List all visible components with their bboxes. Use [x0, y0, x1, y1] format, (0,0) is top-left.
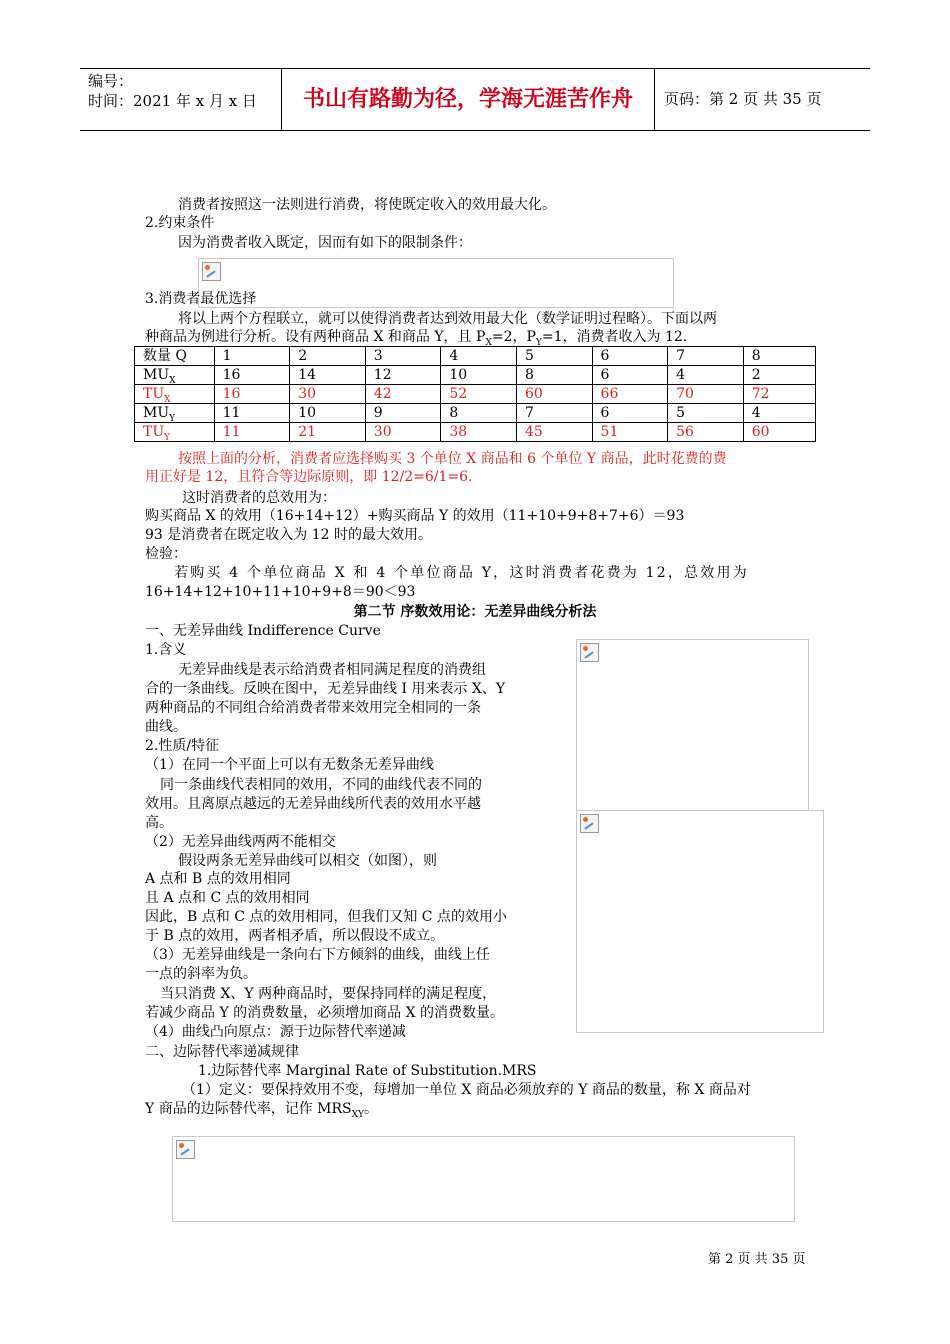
paragraph: 假设两条无差异曲线可以相交（如图），则	[178, 853, 437, 869]
paragraph: 因为消费者收入既定，因而有如下的限制条件：	[178, 235, 472, 251]
table-row-label: $TU_Y$	[135, 423, 215, 442]
paragraph: 种商品为例进行分析。设有两种商品 X 和商品 Y，且 $P_X=2$，$P_Y=1$，消费者收入为 12.	[145, 329, 688, 348]
table-cell: 72	[743, 385, 815, 404]
table-cell: 70	[668, 385, 744, 404]
header-page-label: 页码：第 2 页 共 35 页	[664, 90, 822, 108]
page-header	[80, 68, 870, 131]
table-cell: 8	[441, 404, 517, 423]
table-cell: 3	[365, 347, 441, 366]
paragraph: 当只消费 X、Y 两种商品时，要保持同样的满足程度，	[160, 986, 497, 1002]
header-divider	[654, 69, 655, 130]
broken-image-icon	[202, 262, 221, 281]
paragraph: 消费者按照这一法则进行消费，将使既定收入的效用最大化。	[178, 197, 556, 213]
broken-image-icon	[176, 1140, 195, 1159]
table-cell: 9	[365, 404, 441, 423]
table-cell: 60	[743, 423, 815, 442]
table-cell: 11	[214, 404, 290, 423]
code-label: 编号：	[88, 72, 134, 90]
table-cell: 10	[290, 404, 366, 423]
paragraph: 购买商品 X 的效用（16+14+12）+购买商品 Y 的效用（11+10+9+8+7+6）＝93	[145, 508, 685, 524]
table-cell: 8	[743, 347, 815, 366]
table-cell: 60	[516, 385, 592, 404]
table-cell: 2	[290, 347, 366, 366]
check-label: 检验：	[145, 546, 187, 562]
property-item: （4）曲线凸向原点：源于边际替代率递减	[145, 1024, 406, 1040]
paragraph: 一点的斜率为负。	[145, 966, 257, 982]
paragraph: 于 B 点的效用，两者相矛盾，所以假设不成立。	[145, 928, 445, 944]
table-cell: 16	[214, 366, 290, 385]
heading-constraint: 2.约束条件	[145, 215, 215, 231]
table-row	[135, 385, 816, 404]
paragraph: 且 A 点和 C 点的效用相同	[145, 890, 310, 906]
header-meta	[88, 71, 278, 111]
property-item: （1）在同一个平面上可以有无数条无差异曲线	[145, 757, 434, 773]
paragraph: 效用。且离原点越远的无差异曲线所代表的效用水平越	[145, 796, 481, 812]
page-footer: 第 2 页 共 35 页	[708, 1252, 806, 1267]
paragraph: 将以上两个方程联立，就可以使得消费者达到效用最大化（数学证明过程略）。下面以两	[178, 311, 717, 327]
table-row-label: $MU_Y$	[135, 404, 215, 423]
table-row	[135, 366, 816, 385]
table-row	[135, 347, 816, 366]
table-cell: 38	[441, 423, 517, 442]
paragraph: 高。	[145, 815, 173, 831]
heading-mrs: 1.边际替代率 Marginal Rate of Substitution.MRS	[198, 1063, 537, 1079]
table-cell: 4	[668, 366, 744, 385]
table-cell: 56	[668, 423, 744, 442]
formula-image	[198, 258, 674, 308]
table-row-label: $TU_X$	[135, 385, 215, 404]
table-cell: 2	[743, 366, 815, 385]
paragraph: 若购买 4 个单位商品 X 和 4 个单位商品 Y，这时消费者花费为 12，总效用为	[174, 565, 749, 581]
paragraph: 无差异曲线是表示给消费者相同满足程度的消费组	[178, 662, 486, 678]
paragraph: （1）定义：要保持效用不变，每增加一单位 X 商品必须放弃的 Y 商品的数量，称 X 商品对	[182, 1082, 751, 1098]
table-cell: 1	[214, 347, 290, 366]
heading-indifference: 一、无差异曲线 Indifference Curve	[145, 623, 381, 639]
paragraph: Y 商品的边际替代率，记作 $MRS_{XY}$。	[145, 1101, 378, 1120]
mrs-formula-image	[172, 1136, 795, 1222]
table-cell: 52	[441, 385, 517, 404]
table-cell: 4	[743, 404, 815, 423]
table-cell: 6	[592, 347, 668, 366]
heading-optimal: 3.消费者最优选择	[145, 291, 257, 307]
table-cell: 6	[592, 404, 668, 423]
table-cell: 12	[365, 366, 441, 385]
table-cell: 5	[516, 347, 592, 366]
table-cell: 8	[516, 366, 592, 385]
table-cell: 30	[365, 423, 441, 442]
paragraph: 93 是消费者在既定收入为 12 时的最大效用。	[145, 527, 432, 543]
header-motto: 书山有路勤为径，学海无涯苦作舟	[302, 87, 633, 112]
broken-image-icon	[580, 814, 599, 833]
table-cell: 6	[592, 366, 668, 385]
property-item: （3）无差异曲线是一条向右下方倾斜的曲线，曲线上任	[145, 947, 490, 963]
date-label: 时间：2021 年 x 月 x 日	[88, 92, 257, 110]
paragraph: 因此，B 点和 C 点的效用相同，但我们又知 C 点的效用小	[145, 909, 507, 925]
property-item: （2）无差异曲线两两不能相交	[145, 834, 336, 850]
table-cell: 42	[365, 385, 441, 404]
analysis-text: 按照上面的分析，消费者应选择购买 3 个单位 X 商品和 6 个单位 Y 商品，此时花费的费	[178, 451, 727, 467]
table-cell: 4	[441, 347, 517, 366]
paragraph: A 点和 B 点的效用相同	[145, 871, 291, 887]
paragraph: 16+14+12+10+11+10+9+8＝90＜93	[145, 584, 416, 600]
table-cell: 10	[441, 366, 517, 385]
table-row-label: 数量 Q	[135, 347, 215, 366]
table-row-label: $MU_X$	[135, 366, 215, 385]
table-cell: 5	[668, 404, 744, 423]
paragraph: 若减少商品 Y 的消费数量，必须增加商品 X 的消费数量。	[145, 1005, 505, 1021]
table-cell: 30	[290, 385, 366, 404]
paragraph: 曲线。	[145, 719, 187, 735]
table-cell: 11	[214, 423, 290, 442]
paragraph: 同一条曲线代表相同的效用，不同的曲线代表不同的	[160, 777, 482, 793]
table-cell: 16	[214, 385, 290, 404]
intersecting-curves-image	[576, 810, 824, 1033]
table-row	[135, 423, 816, 442]
paragraph: 两种商品的不同组合给消费者带来效用完全相同的一条	[145, 700, 481, 716]
table-cell: 45	[516, 423, 592, 442]
section-title: 第二节 序数效用论：无差异曲线分析法	[353, 604, 597, 620]
table-cell: 7	[516, 404, 592, 423]
table-cell: 7	[668, 347, 744, 366]
heading-meaning: 1.含义	[145, 642, 187, 658]
heading-properties: 2.性质/特征	[145, 738, 220, 754]
table-row	[135, 404, 816, 423]
utility-table	[134, 346, 816, 442]
heading-mrs-law: 二、边际替代率递减规律	[145, 1044, 299, 1060]
paragraph: 合的一条曲线。反映在图中，无差异曲线 I 用来表示 X、Y	[145, 681, 506, 697]
table-cell: 21	[290, 423, 366, 442]
table-cell: 66	[592, 385, 668, 404]
paragraph: 这时消费者的总效用为：	[182, 490, 336, 506]
broken-image-icon	[580, 643, 599, 662]
table-cell: 14	[290, 366, 366, 385]
analysis-text: 用正好是 12，且符合等边际原则，即 12/2=6/1=6.	[145, 469, 473, 485]
table-cell: 51	[592, 423, 668, 442]
